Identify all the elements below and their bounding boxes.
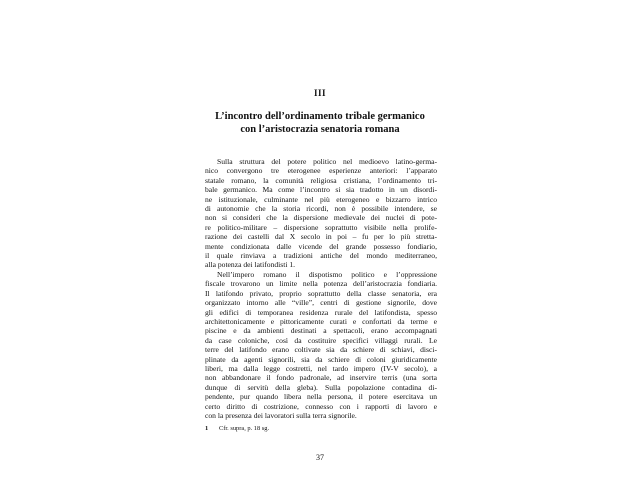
text-line: architettonicamente e pittoricamente curati e confortati da terme e — [205, 316, 437, 326]
text-line: bale germanico. Ma come l’incontro si sia tradotto in un disordi- — [205, 185, 437, 195]
text-line: piscine e da ambienti destinati a spettacoli, erano accompagnati — [205, 326, 437, 336]
text-line: non abbandonare il fondo padronale, ad inservire terris (una sorta — [205, 373, 437, 383]
chapter-title-line-1: L’incontro dell’ordinamento tribale germanico — [215, 111, 425, 122]
text-line: il quale rinviava a tradizioni antiche del mondo mediterraneo, — [205, 251, 437, 261]
footnote-text: Cfr. supra, p. 18 sg. — [219, 425, 270, 432]
text-line: organizzato intorno alle “ville”, centri di gestione signorile, dove — [205, 298, 437, 308]
text-line: liberi, ma dalla legge costretti, nel tardo impero (IV-V secolo), a — [205, 363, 437, 373]
text-line: dunque di servitù della gleba). Sulla popolazione contadina di- — [205, 382, 437, 392]
text-line: plinate da agenti signorili, sia da schiere di coloni giuridicamente — [205, 354, 437, 364]
footnote-mark: 1 — [205, 425, 209, 432]
text-line: re politico-militare – dispersione soprattutto visibile nella prolife- — [205, 222, 437, 232]
text-line: Il latifondo privato, proprio soprattutto della classe senatoria, era — [205, 288, 437, 298]
text-line: statale romano, la comunità religiosa cristiana, l’ordinamento tri- — [205, 175, 437, 185]
text-line: ne istituzionale, culminante nel più eterogeneo e bizzarro intrico — [205, 194, 437, 204]
chapter-title-line-2: con l’aristocrazia senatoria romana — [240, 124, 400, 135]
text-line: con la presenza dei lavoratori sulla terra signorile. — [205, 410, 357, 420]
paragraph-2 — [205, 270, 437, 421]
text-line: alla potenza dei latifondisti 1. — [205, 260, 296, 270]
chapter-title — [160, 110, 480, 136]
text-line: pendente, pur quando libera nella persona, il potere esercitava un — [205, 392, 437, 402]
text-line: Sulla struttura del potere politico nel medioevo latino-germa- — [217, 157, 437, 166]
text-line: nico convergono tre eterogenee esperienze anteriori: l’apparato — [205, 166, 437, 176]
text-line: non si consideri che la dispersione medievale dei nuclei di pote- — [205, 213, 437, 223]
text-line: gli edifici di temporanea residenza rurale del latifondista, spesso — [205, 307, 437, 317]
page-number: 37 — [316, 453, 324, 462]
text-line: di autonomie che la storia ricordi, non è possibile intendere, se — [205, 204, 437, 214]
body-text — [205, 157, 437, 420]
footnote — [205, 425, 437, 433]
text-line: Nell’impero romano il dispotismo politico e l’oppressione — [217, 269, 437, 279]
chapter-number: III — [313, 88, 326, 98]
paragraph-1 — [205, 157, 437, 270]
text-line: terre del latifondo erano coltivate sia da schiere di schiavi, disci- — [205, 345, 437, 355]
text-line: certo diritto di costrizione, connesso con i rapporti di lavoro e — [205, 401, 437, 411]
text-line: mente condizionata dalle vicende del grande possesso fondiario, — [205, 241, 437, 251]
text-line: razione dei castelli dal X secolo in poi – fu per lo più strettа- — [205, 232, 437, 242]
text-line: da case coloniche, così da costituire specifici villaggi rurali. Le — [205, 335, 437, 345]
text-line: fiscale trovarono un limite nella potenza dell’aristocrazia fondiaria. — [205, 279, 437, 289]
